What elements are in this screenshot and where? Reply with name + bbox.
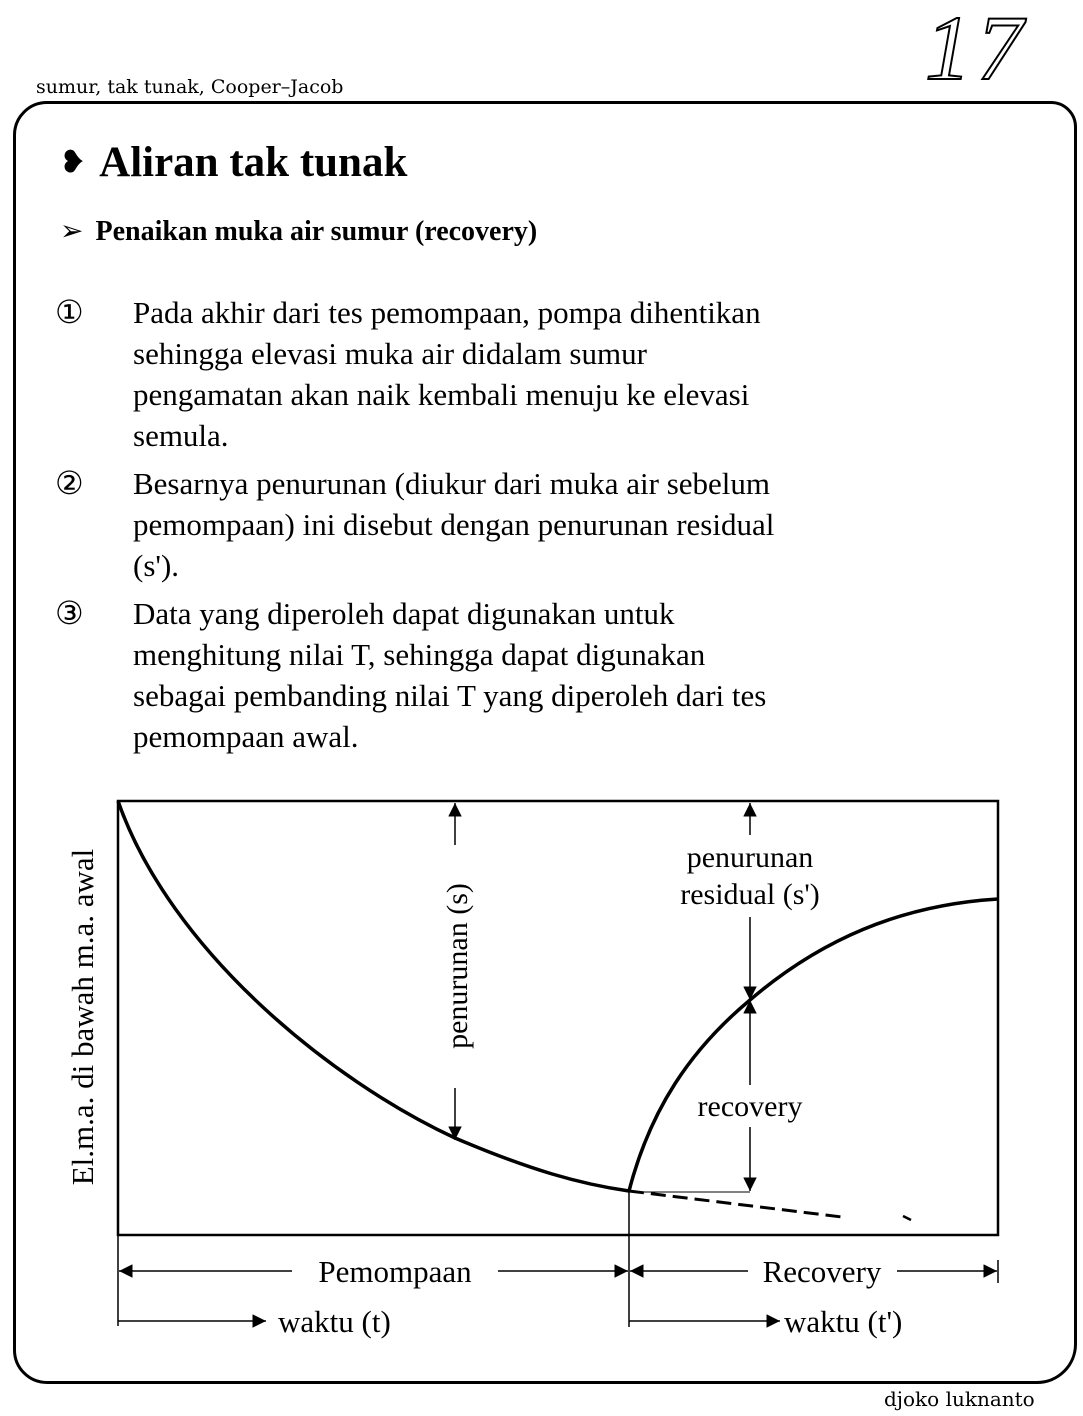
item-line: sebagai pembanding nilai T yang diperoleh dari tes (133, 678, 767, 713)
section-subtitle-text: Penaikan muka air sumur (recovery) (95, 216, 538, 247)
item-line: semula. (133, 418, 229, 453)
time-t-label: waktu (t) (278, 1304, 391, 1339)
item-line: Pada akhir dari tes pemompaan, pompa dihentikan (133, 295, 761, 330)
rotated-heart-bullet-icon: ❥ (60, 146, 86, 179)
arrowhead-bullet-icon: ➢ (60, 216, 84, 247)
item-line: Besarnya penurunan (diukur dari muka air sebelum (133, 466, 771, 501)
residual-label-line1: penurunan (686, 841, 814, 874)
item-line: menghitung nilai T, sehingga dapat digunakan (133, 637, 706, 672)
footer-author: djoko luknanto (884, 1387, 1035, 1411)
item-line: pengamatan akan naik kembali menuju ke elevasi (133, 377, 750, 412)
time-t-prime-label: waktu (t') (784, 1304, 903, 1339)
recovery-label: recovery (697, 1090, 803, 1123)
recovery-curve (629, 899, 998, 1191)
item-line: pemompaan awal. (133, 719, 359, 754)
pumping-phase-label: Pemompaan (318, 1254, 472, 1289)
item-line: pemompaan) ini disebut dengan penurunan residual (133, 507, 775, 542)
drawdown-label: penurunan (s) (441, 883, 474, 1049)
plot-frame (118, 801, 998, 1235)
item-line: sehingga elevasi muka air didalam sumur (133, 336, 647, 371)
running-head: sumur, tak tunak, Cooper–Jacob (36, 76, 344, 98)
section-title-text: Aliran tak tunak (99, 139, 408, 186)
item-number: ① (55, 294, 84, 330)
y-axis-label: El.m.a. di bawah m.a. awal (65, 848, 100, 1186)
item-line: Data yang diperoleh dapat digunakan untuk (133, 596, 675, 631)
pumping-drawdown-curve (118, 801, 629, 1191)
recovery-phase-label: Recovery (762, 1254, 882, 1289)
extrapolated-drawdown-tail (903, 1216, 911, 1220)
item-number: ② (55, 465, 84, 501)
residual-label-line2: residual (s') (680, 878, 820, 911)
item-number: ③ (55, 595, 84, 631)
extrapolated-drawdown-dashed (629, 1191, 842, 1217)
page-number: 17 (925, 0, 1029, 99)
item-line: (s'). (133, 548, 180, 583)
